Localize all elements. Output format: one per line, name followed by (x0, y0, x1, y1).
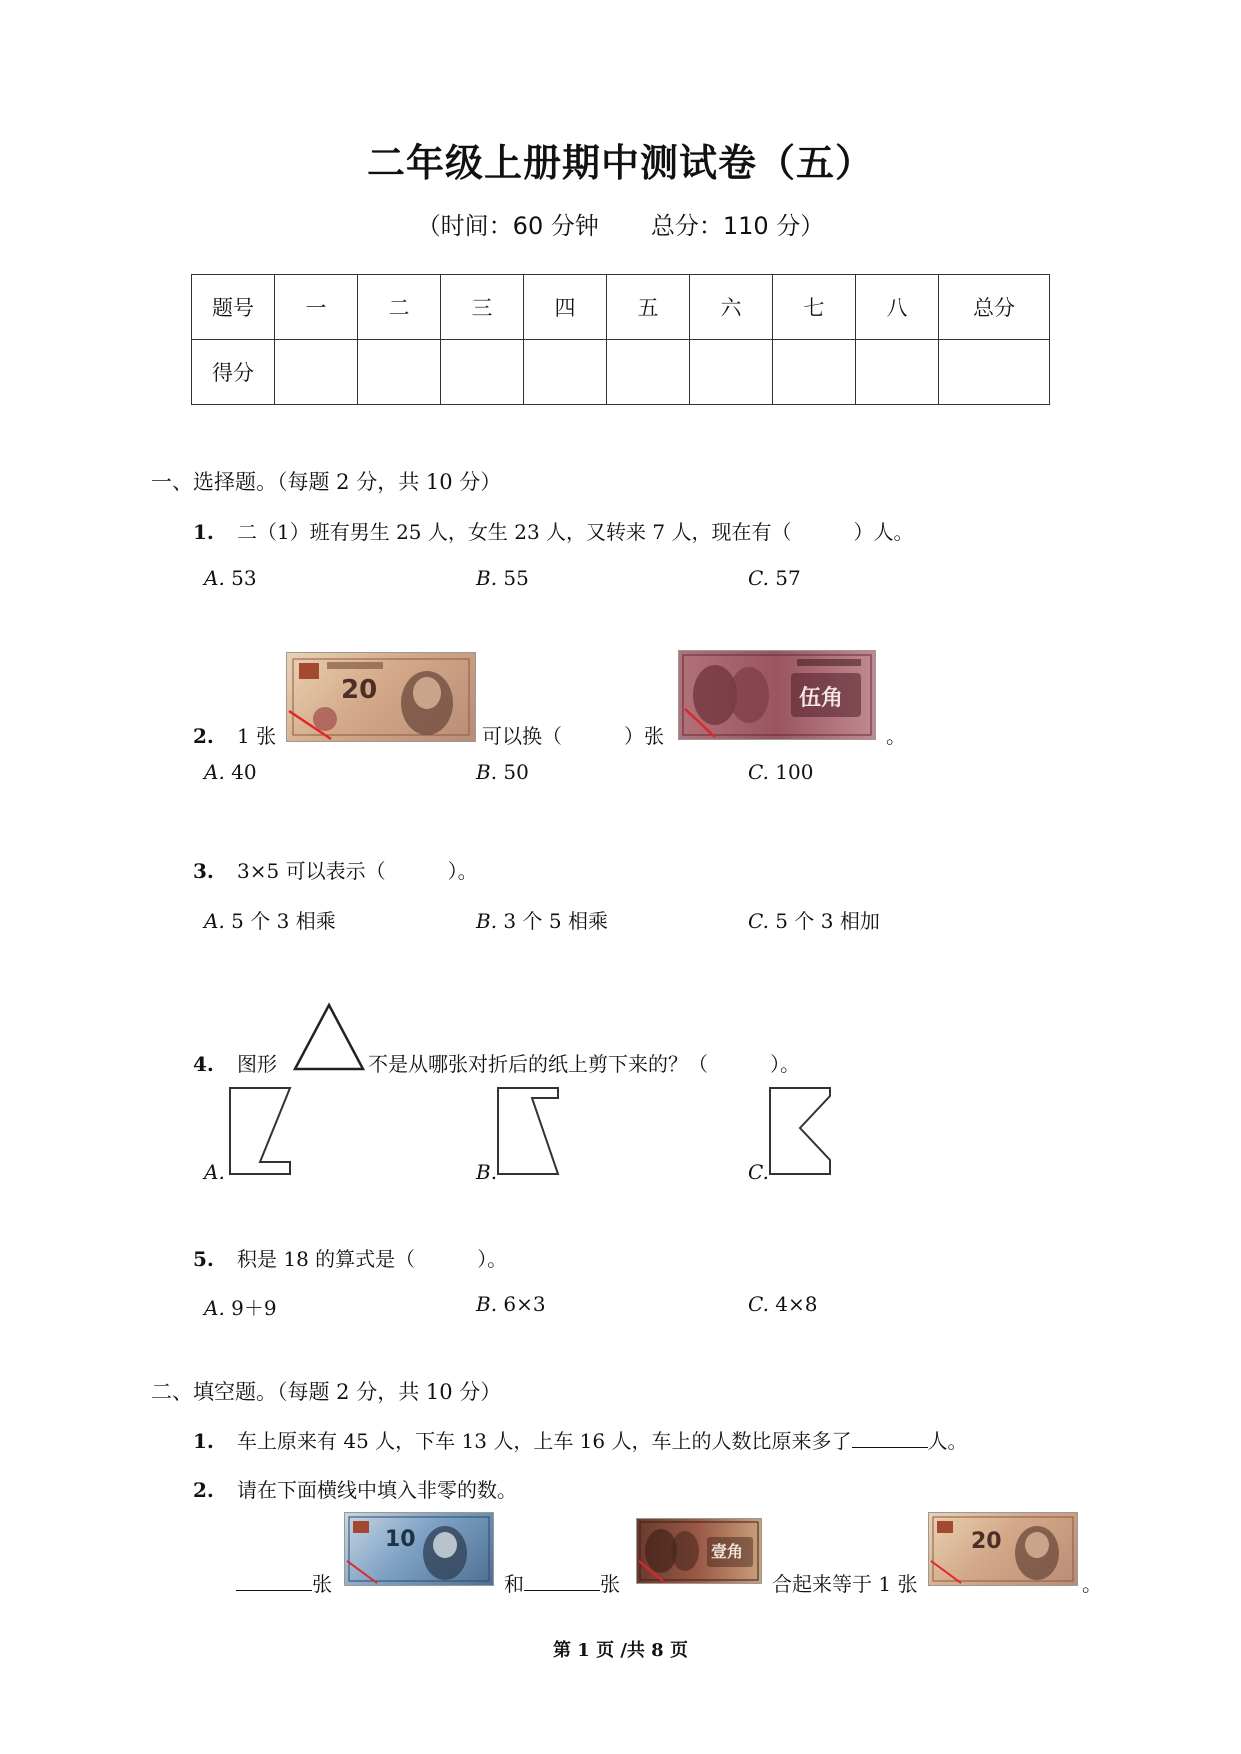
five-jiao-note-image (678, 650, 876, 740)
option-value: 4×8 (768, 1292, 818, 1316)
question-text-end: 。 (1082, 1572, 1102, 1596)
question-text-part: 张 (600, 1572, 620, 1596)
score-table-score-row (192, 340, 1050, 405)
banknote-art (929, 1513, 1077, 1585)
question-number: 1. (193, 1429, 214, 1453)
option-c[interactable] (748, 1160, 769, 1184)
option-letter: C. (748, 909, 769, 933)
section-2-heading: 二、填空题。（每题 2 分，共 10 分） (151, 1380, 502, 1404)
one-jiao-note-image (636, 1518, 762, 1584)
score-cell[interactable] (441, 340, 524, 405)
question-text-part: 不是从哪张对折后的纸上剪下来的？（ (368, 1052, 708, 1076)
option-value: 50 (497, 760, 529, 784)
option-letter: B. (476, 760, 498, 784)
page-footer: 第 1 页 /共 8 页 (553, 1640, 688, 1661)
score-cell[interactable] (856, 340, 939, 405)
fill-blank[interactable] (236, 1572, 312, 1591)
option-letter: B. (476, 909, 498, 933)
question-1-2 (193, 720, 276, 749)
fill-blank[interactable] (524, 1572, 600, 1591)
option-b[interactable] (476, 905, 608, 934)
option-value: 9＋9 (224, 1296, 277, 1320)
folded-paper-shape-c-icon[interactable] (768, 1086, 834, 1176)
option-letter: A. (204, 1160, 225, 1184)
question-text: 二（1）班有男生 25 人，女生 23 人，又转来 7 人，现在有（ (237, 520, 792, 544)
score-cell[interactable] (690, 340, 773, 405)
score-cell[interactable] (524, 340, 607, 405)
question-text-part: 可以换（ (482, 724, 562, 748)
question-1-5 (193, 1243, 507, 1272)
question-2-2 (193, 1474, 517, 1503)
option-b[interactable] (476, 1292, 546, 1316)
question-number: 2. (193, 724, 214, 748)
question-2-1 (193, 1425, 968, 1454)
option-c[interactable] (748, 905, 880, 934)
option-a[interactable] (204, 905, 336, 934)
question-text-part: ）。 (770, 1052, 800, 1076)
option-letter: C. (748, 1160, 769, 1184)
option-c[interactable] (748, 1292, 818, 1316)
option-value: 6×3 (497, 1292, 546, 1316)
question-text: 3×5 可以表示（ (237, 859, 386, 883)
question-number: 1. (193, 520, 214, 544)
score-table-header-cell: 二 (358, 275, 441, 340)
question-text: 请在下面横线中填入非零的数。 (237, 1478, 517, 1502)
option-c[interactable] (748, 760, 813, 784)
score-cell[interactable] (607, 340, 690, 405)
question-text (482, 720, 664, 749)
score-table-header-cell: 八 (856, 275, 939, 340)
question-1-4 (193, 1048, 277, 1077)
fill-blank[interactable] (852, 1429, 928, 1448)
option-letter: C. (748, 566, 769, 590)
question-number: 5. (193, 1247, 214, 1271)
option-letter: C. (748, 760, 769, 784)
question-text: 1 张 (237, 724, 277, 748)
option-a[interactable] (204, 1160, 225, 1184)
question-1-1 (193, 516, 914, 545)
score-table (191, 274, 1050, 405)
question-text-tail: ）。 (477, 1247, 508, 1271)
option-value: 40 (224, 760, 257, 784)
score-table-header-cell: 三 (441, 275, 524, 340)
question-text-part: 和 (504, 1572, 524, 1596)
option-b[interactable] (476, 760, 529, 784)
option-c[interactable] (748, 566, 801, 590)
option-value: 5 个 3 相加 (768, 909, 880, 933)
page-title: 二年级上册期中测试卷（五） (366, 141, 874, 185)
option-letter: A. (204, 1296, 225, 1320)
exam-info (0, 206, 1241, 241)
exam-total-score: 总分：110 分） (650, 212, 825, 240)
option-letter: B. (476, 566, 498, 590)
option-letter: B. (476, 1292, 498, 1316)
option-letter: A. (204, 909, 225, 933)
score-table-header-cell: 六 (690, 275, 773, 340)
option-value: 57 (768, 566, 801, 590)
question-number: 3. (193, 859, 214, 883)
question-number: 4. (193, 1052, 214, 1076)
score-cell[interactable] (939, 340, 1050, 405)
banknote-art (679, 651, 875, 739)
score-cell[interactable] (358, 340, 441, 405)
option-letter: A. (204, 760, 225, 784)
banknote-art (345, 1513, 493, 1585)
twenty-yuan-note-small-image (928, 1512, 1078, 1586)
note-denomination: 伍角 (799, 686, 844, 711)
note-denomination: 20 (341, 675, 378, 705)
question-text: 图形 (237, 1052, 277, 1076)
question-text-tail: 人。 (927, 1429, 968, 1453)
option-letter: B. (476, 1160, 498, 1184)
question-text-tail: ）人。 (853, 520, 914, 544)
option-value: 100 (768, 760, 814, 784)
folded-paper-shape-a-icon[interactable] (228, 1086, 294, 1176)
option-letter: C. (748, 1292, 769, 1316)
score-table-header-cell: 总分 (939, 275, 1050, 340)
question-1-3 (193, 855, 478, 884)
score-row-label: 得分 (192, 340, 275, 405)
option-value: 5 个 3 相乘 (224, 909, 336, 933)
option-b[interactable] (476, 1160, 497, 1184)
folded-paper-shape-b-icon[interactable] (496, 1086, 562, 1176)
question-text: 积是 18 的算式是（ (237, 1247, 416, 1271)
score-table-header-cell: 四 (524, 275, 607, 340)
question-number: 2. (193, 1478, 214, 1502)
option-a[interactable] (204, 1292, 277, 1321)
score-cell[interactable] (773, 340, 856, 405)
fill-line-1 (236, 1568, 332, 1597)
question-text-part: ）张 (624, 724, 664, 748)
triangle-shape-icon (292, 1002, 366, 1072)
banknote-art (287, 653, 475, 741)
section-1-heading: 一、选择题。（每题 2 分，共 10 分） (151, 470, 502, 494)
option-value: 53 (224, 566, 257, 590)
question-text-tail: ）。 (447, 859, 478, 883)
ten-yuan-note-image (344, 1512, 494, 1586)
score-table-header-cell: 一 (275, 275, 358, 340)
score-table-header-cell: 五 (607, 275, 690, 340)
option-value: 55 (497, 566, 529, 590)
score-cell[interactable] (275, 340, 358, 405)
question-text: 车上原来有 45 人，下车 13 人，上车 16 人，车上的人数比原来多了 (237, 1429, 852, 1453)
option-a[interactable] (204, 566, 257, 590)
score-table-header-cell: 七 (773, 275, 856, 340)
question-text (368, 1048, 800, 1077)
option-value: 3 个 5 相乘 (497, 909, 608, 933)
question-text-part: 张 (312, 1572, 332, 1596)
note-denomination: 20 (971, 1529, 1002, 1554)
option-a[interactable] (204, 760, 257, 784)
option-b[interactable] (476, 566, 529, 590)
fill-line-2 (504, 1568, 620, 1597)
question-text-end: 。 (886, 724, 906, 748)
note-denomination: 壹角 (711, 1542, 744, 1561)
score-table-header-row (192, 275, 1050, 340)
twenty-yuan-note-image (286, 652, 476, 742)
note-denomination: 10 (385, 1527, 416, 1552)
option-letter: A. (204, 566, 225, 590)
exam-time: （时间：60 分钟 (416, 212, 599, 240)
score-table-header-cell: 题号 (192, 275, 275, 340)
question-text-tail: 合起来等于 1 张 (772, 1572, 918, 1596)
